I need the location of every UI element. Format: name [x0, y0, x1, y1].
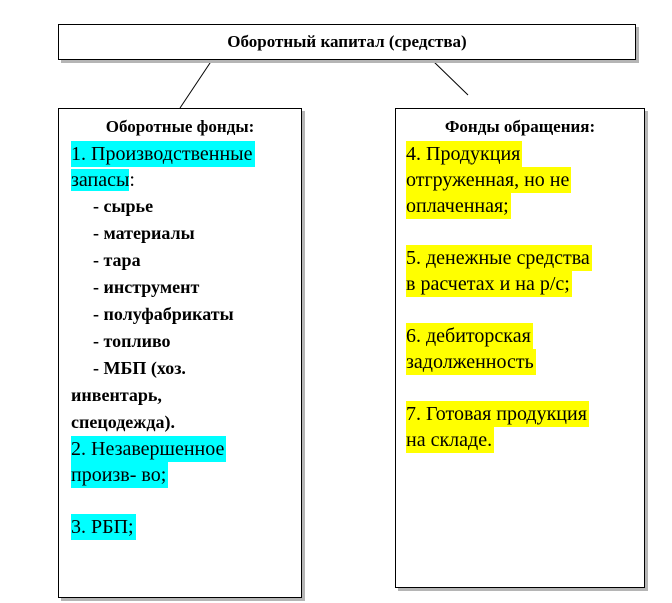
- sub-item-fuel: - топливо: [93, 331, 171, 351]
- item-4-line-2: отгруженная, но не: [406, 169, 570, 191]
- circulation-funds-box: [395, 108, 645, 588]
- sub-item-mbp-cont-1: инвентарь,: [71, 385, 162, 405]
- item-3: 3. РБП;: [71, 516, 134, 538]
- sub-item-semifinished: - полуфабрикаты: [93, 304, 234, 324]
- connector-left: [180, 60, 212, 108]
- current-assets-list: [71, 141, 297, 540]
- item-5-line-1: 5. денежные средства: [406, 247, 590, 269]
- sub-item-raw: - сырье: [93, 196, 154, 216]
- sub-item-packaging: - тара: [93, 250, 141, 270]
- connector-right: [432, 60, 468, 95]
- item-1-line-2: [71, 167, 137, 193]
- current-assets-title: Оборотные фонды:: [105, 117, 255, 136]
- item-2-line-1: 2. Незавершенное: [71, 438, 225, 460]
- item-7-line-2: на складе.: [406, 429, 493, 451]
- item-1-line-2-text: запасы: [71, 169, 130, 191]
- sub-item-tools: - инструмент: [93, 277, 200, 297]
- item-6-line-2: задолженность: [406, 351, 534, 373]
- item-7-line-1: 7. Готовая продукция: [406, 403, 587, 425]
- circulation-funds-list: [406, 141, 642, 453]
- item-2-line-2: произв- во;: [71, 464, 167, 486]
- current-assets-box: [58, 108, 302, 598]
- working-capital-box: [58, 24, 636, 60]
- item-1-line-1: 1. Производственные: [71, 143, 253, 165]
- item-1-colon: :: [129, 169, 135, 191]
- item-4-line-1: 4. Продукция: [406, 143, 521, 165]
- circulation-funds-title: Фонды обращения:: [444, 117, 596, 136]
- working-capital-title: Оборотный капитал (средства): [227, 32, 467, 51]
- item-6-line-1: 6. дебиторская: [406, 325, 531, 347]
- sub-item-mbp-cont-2: спецодежда).: [71, 412, 175, 432]
- item-5-line-2: в расчетах и на р/с;: [406, 273, 570, 295]
- sub-item-mbp: - МБП (хоз.: [93, 358, 186, 378]
- sub-item-materials: - материалы: [93, 223, 195, 243]
- item-4-line-3: оплаченная;: [406, 195, 509, 217]
